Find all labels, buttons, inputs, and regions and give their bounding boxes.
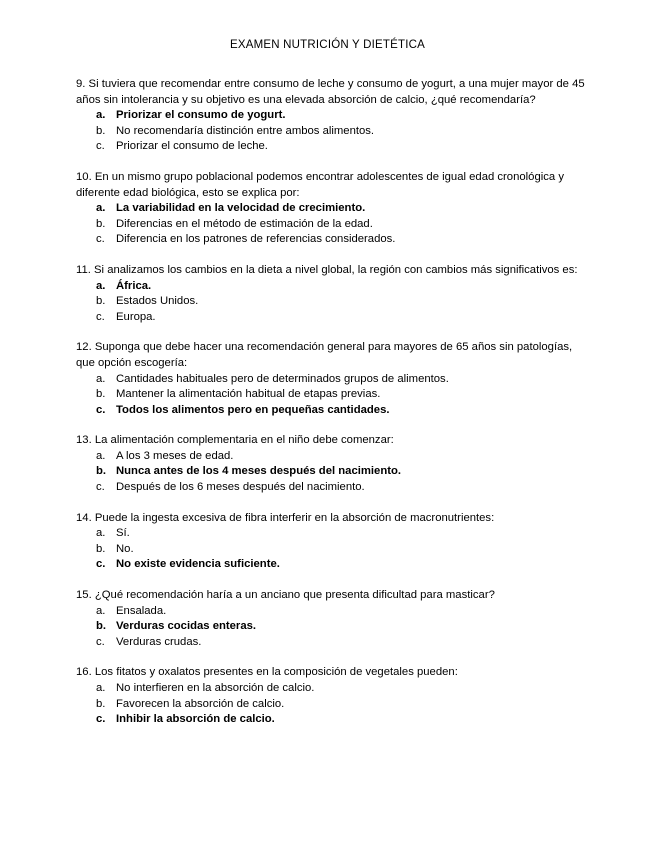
option-letter: c.: [96, 713, 106, 726]
question-text: 15. ¿Qué recomendación haría a un anciano que presenta dificultad para masticar?: [76, 589, 495, 602]
answer-option: [76, 279, 586, 295]
option-text: Después de los 6 meses después del nacimiento.: [116, 481, 365, 494]
answer-option: [76, 480, 586, 496]
answer-option: [76, 139, 586, 155]
option-text: Verduras cocidas enteras.: [116, 620, 257, 633]
option-text: Diferencia en los patrones de referencias considerados.: [116, 233, 396, 246]
answer-option: [76, 201, 586, 217]
option-letter: b.: [96, 295, 106, 308]
option-text: Favorecen la absorción de calcio.: [116, 697, 285, 710]
option-letter: b.: [96, 217, 106, 230]
option-text: Nunca antes de los 4 meses después del nacimiento.: [116, 465, 402, 478]
option-text: A los 3 meses de edad.: [116, 449, 234, 462]
answer-option: [76, 232, 586, 248]
option-letter: b.: [96, 465, 107, 478]
question-text: 12. Suponga que debe hacer una recomendación general para mayores de 65 años sin patologías, que opción escogería:: [76, 341, 573, 369]
question-9: [76, 77, 586, 155]
option-text: No recomendaría distinción entre ambos alimentos.: [116, 124, 375, 137]
answer-option: [76, 124, 586, 140]
answer-option: [76, 108, 586, 124]
option-text: Diferencias en el método de estimación de la edad.: [116, 217, 373, 230]
option-letter: b.: [96, 388, 106, 401]
option-text: No.: [116, 542, 134, 555]
answer-options: [76, 372, 586, 419]
answer-option: [76, 217, 586, 233]
answer-options: [76, 604, 586, 651]
option-letter: c.: [96, 481, 105, 494]
option-letter: a.: [96, 604, 106, 617]
answer-option: [76, 464, 586, 480]
answer-option: [76, 697, 586, 713]
answer-option: [76, 310, 586, 326]
option-text: Ensalada.: [116, 604, 167, 617]
option-letter: c.: [96, 310, 105, 323]
answer-option: [76, 294, 586, 310]
option-letter: c.: [96, 403, 106, 416]
option-text: Inhibir la absorción de calcio.: [116, 713, 275, 726]
answer-option: [76, 681, 586, 697]
option-text: Mantener la alimentación habitual de etapas previas.: [116, 388, 381, 401]
option-text: Sí.: [116, 527, 130, 540]
option-letter: a.: [96, 449, 106, 462]
question-text: 13. La alimentación complementaria en el niño debe comenzar:: [76, 434, 394, 447]
option-letter: c.: [96, 635, 105, 648]
option-text: Priorizar el consumo de yogurt.: [116, 109, 286, 122]
answer-option: [76, 372, 586, 388]
question-text: 14. Puede la ingesta excesiva de fibra interferir en la absorción de macronutrientes:: [76, 511, 495, 524]
option-letter: a.: [96, 527, 106, 540]
answer-option: [76, 604, 586, 620]
question-10: [76, 170, 586, 248]
question-text: 11. Si analizamos los cambios en la dieta a nivel global, la región con cambios más significativos es:: [76, 263, 578, 276]
option-text: No interfieren en la absorción de calcio.: [116, 682, 315, 694]
answer-options: [76, 201, 586, 248]
option-text: La variabilidad en la velocidad de crecimiento.: [116, 202, 366, 215]
answer-options: [76, 449, 586, 496]
option-letter: b.: [96, 620, 107, 633]
option-letter: b.: [96, 697, 106, 710]
question-12: [76, 340, 586, 418]
answer-option: [76, 526, 586, 542]
question-11: [76, 263, 586, 325]
option-letter: c.: [96, 233, 105, 246]
option-text: Verduras crudas.: [116, 635, 202, 648]
question-text: 9. Si tuviera que recomendar entre consumo de leche y consumo de yogurt, a una mujer mayor de 45 años sin intolerancia y su objetivo es una elevada absorción de calcio, ¿qué recomendaría?: [76, 78, 585, 106]
option-letter: a.: [96, 202, 106, 215]
question-15: [76, 588, 586, 650]
answer-option: [76, 542, 586, 558]
answer-options: [76, 108, 586, 155]
answer-options: [76, 681, 586, 728]
option-text: Priorizar el consumo de leche.: [116, 140, 268, 153]
option-text: África.: [116, 279, 152, 292]
option-letter: a.: [96, 682, 106, 694]
option-text: Cantidades habituales pero de determinados grupos de alimentos.: [116, 372, 449, 385]
option-text: Todos los alimentos pero en pequeñas cantidades.: [116, 403, 390, 416]
question-13: [76, 433, 586, 495]
answer-option: [76, 635, 586, 651]
option-letter: a.: [96, 109, 106, 122]
answer-options: [76, 526, 586, 573]
answer-option: [76, 557, 586, 573]
question-text: 16. Los fitatos y oxalatos presentes en la composición de vegetales pueden:: [76, 666, 458, 679]
answer-option: [76, 619, 586, 635]
option-letter: a.: [96, 372, 106, 385]
answer-option: [76, 449, 586, 465]
answer-option: [76, 403, 586, 419]
question-text: 10. En un mismo grupo poblacional podemos encontrar adolescentes de igual edad cronológica y diferente edad biológica, esto se explica por:: [76, 170, 564, 199]
option-letter: a.: [96, 279, 106, 292]
option-letter: c.: [96, 558, 106, 571]
answer-option: [76, 387, 586, 403]
question-14: [76, 511, 586, 573]
answer-options: [76, 279, 586, 326]
option-letter: b.: [96, 542, 106, 555]
document-title: EXAMEN NUTRICIÓN Y DIETÉTICA: [230, 39, 425, 51]
option-text: Europa.: [116, 310, 156, 323]
question-16: [76, 665, 586, 727]
answer-option: [76, 712, 586, 728]
option-text: Estados Unidos.: [116, 295, 199, 308]
option-letter: b.: [96, 124, 106, 137]
option-letter: c.: [96, 140, 105, 153]
question-list: [76, 77, 586, 743]
option-text: No existe evidencia suficiente.: [116, 558, 280, 571]
